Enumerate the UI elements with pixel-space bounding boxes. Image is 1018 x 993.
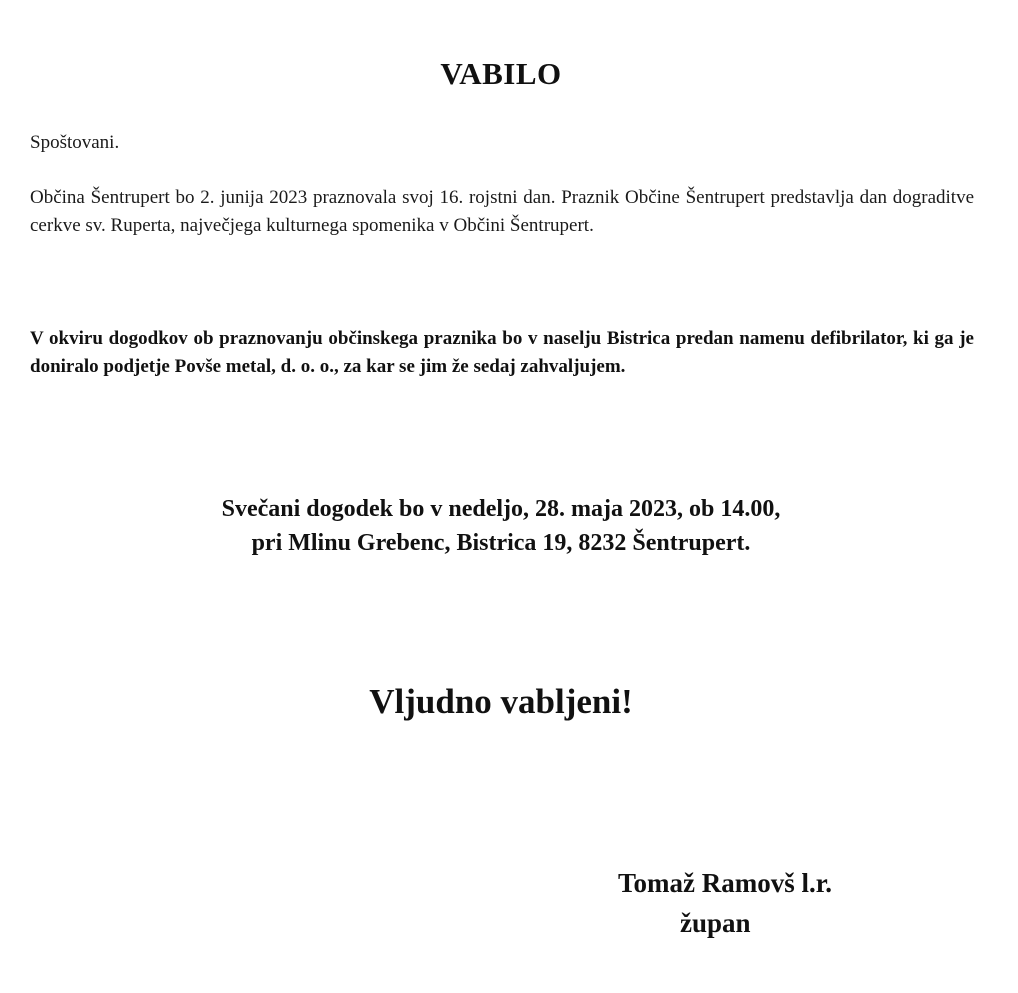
- intro-paragraph: Občina Šentrupert bo 2. junija 2023 praznovala svoj 16. rojstni dan. Praznik Občine Šentrupert predstavlja dan dograditve cerkve sv. Ruperta, največjega kulturnega spomenika v Občini Šentrupert.: [30, 187, 974, 236]
- document-title: VABILO: [440, 56, 562, 91]
- signature-role: župan: [680, 908, 751, 938]
- event-details-line-1: Svečani dogodek bo v nedeljo, 28. maja 2023, ob 14.00,: [221, 496, 781, 522]
- defibrillator-paragraph: V okviru dogodkov ob praznovanju občinskega praznika bo v naselju Bistrica predan namenu defibrilator, ki ga je doniralo podjetje Povše metal, d. o. o., za kar se jim že sedaj zahvaljujem.: [30, 328, 974, 377]
- salutation: Spoštovani.: [30, 132, 120, 153]
- event-details-line-2: pri Mlinu Grebenc, Bistrica 19, 8232 Šentrupert.: [251, 530, 751, 556]
- signature-name: Tomaž Ramovš l.r.: [618, 868, 833, 898]
- closing-invitation: Vljudno vabljeni!: [369, 682, 633, 721]
